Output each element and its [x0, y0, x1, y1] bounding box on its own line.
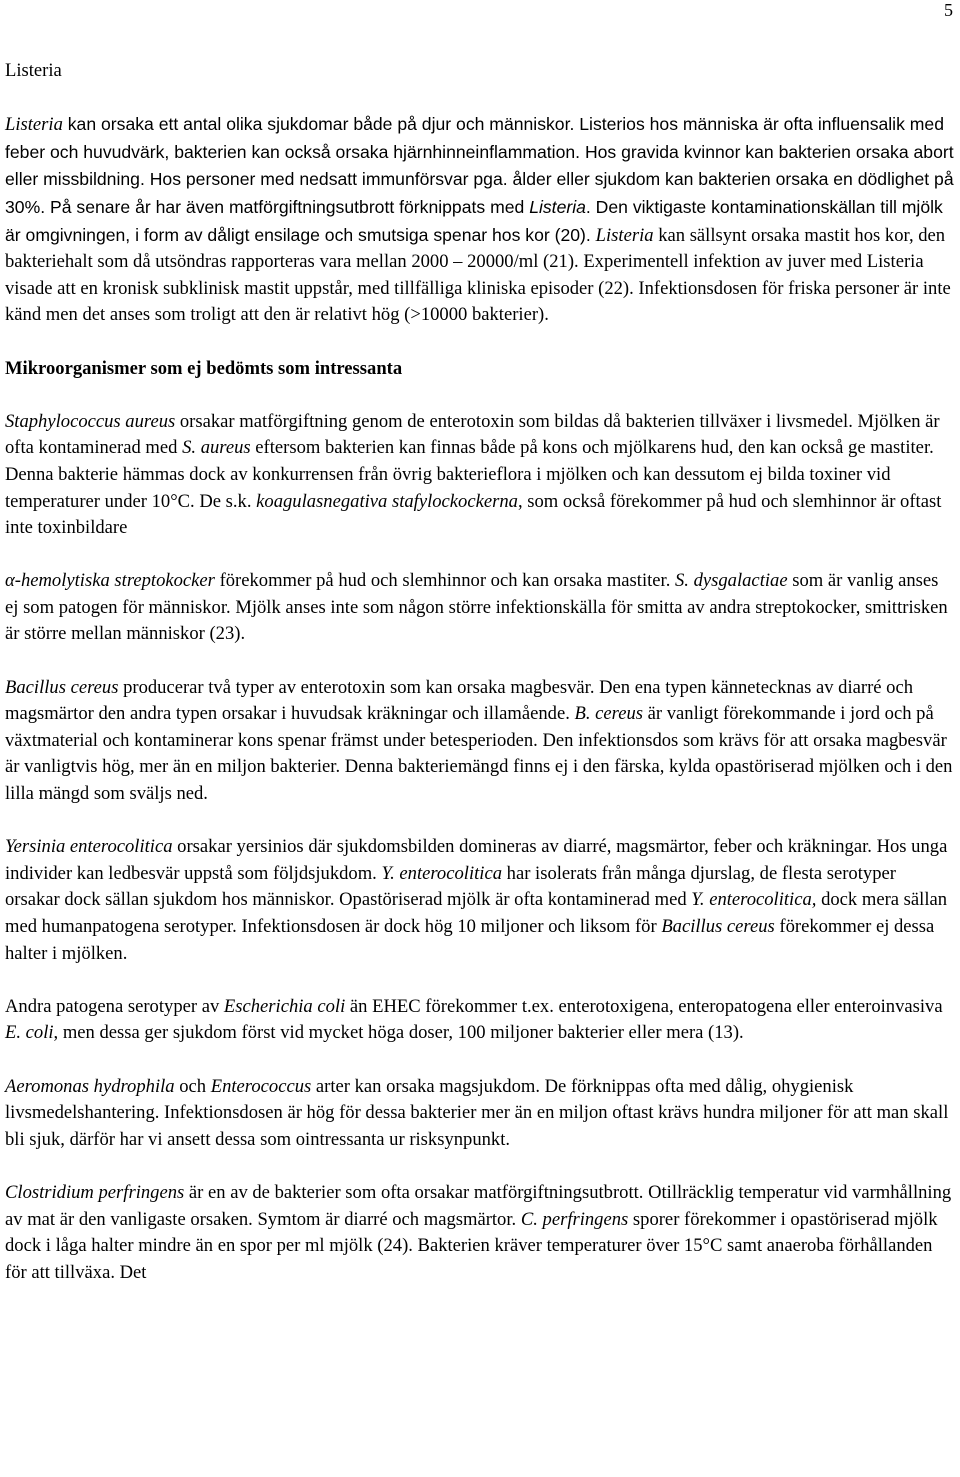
paragraph-text: orsakar matförgiftning genom de enterotoxin som bildas då bakterien tillväxer i livsmedel. Mjölken är ofta kontaminerad med [5, 410, 940, 459]
paragraph-text: förekommer ej dessa halter i mjölken. [5, 916, 935, 964]
paragraph-text: sporer förekommer i opastöriserad mjölk dock i låga halter mindre än en spor per ml mjölk (24). Bakterien kräver temperaturer över 15°C samt anaeroba förhållanden för att tillväxa. Det [5, 1208, 938, 1283]
species-name: C. perfringens [520, 1208, 629, 1230]
species-name: B. cereus [574, 703, 643, 725]
paragraph-text: producerar två typer av enterotoxin som kan orsaka magbesvär. Den ena typen kännetecknas av diarré och magsmärtor den andra typen orsakar i huvudsak kräkningar och illamående. [5, 676, 914, 725]
paragraph-text: kan sällsynt orsaka mastit hos kor, den bakteriehalt som då utsöndras rapporteras vara mellan 2000 – 20000/ml (21). Experimentell infektion av juver med Listeria visade att en kronisk subklinisk mastit uppstår, med tillfälliga kliniska episoder (22). Infektionsdosen för friska personer är inte känd men det anses som troligt att den är relativt hög (>10000 bakterier). [5, 224, 951, 326]
species-name: Bacillus cereus [661, 916, 775, 937]
paragraph-text: arter kan orsaka magsjukdom. De förknippas ofta med dålig, ohygienisk livsmedelshantering. Infektionsdosen är hög för dessa bakterier mer än en miljon oftast krävs hundra miljoner för att man skall bli sjuk, därför har vi ansett dessa som ointressanta ur risksynpunkt. [5, 1075, 949, 1150]
species-name: Enterococcus [210, 1075, 312, 1097]
species-name: E. coli [5, 1022, 54, 1044]
species-name: Staphylococcus aureus [5, 410, 176, 432]
paragraph-text: och [174, 1075, 211, 1097]
paragraph-text: som är vanlig anses ej som patogen för människor. Mjölk anses inte som någon större infektionskälla för smitta av andra streptokocker, smittrisken är större mellan människor (23). [5, 570, 948, 645]
paragraph-yersinia [5, 834, 955, 967]
paragraph-text: än EHEC förekommer t.ex. enterotoxigena, enteropatogena eller enteroinvasiva [345, 995, 943, 1017]
species-name: Escherichia coli [223, 995, 346, 1017]
species-name: Y. enterocolitica, [691, 889, 817, 911]
paragraph-text: , som också förekommer på hud och slemhinnor är oftast inte toxinbildare [5, 490, 942, 539]
species-name: Listeria [529, 196, 586, 217]
species-name: Aeromonas hydrophila [5, 1075, 175, 1097]
paragraph-text: förekommer på hud och slemhinnor och kan orsaka mastiter. [214, 570, 675, 592]
species-name: Listeria [5, 114, 63, 136]
paragraph-text: Andra patogena serotyper av [5, 995, 224, 1017]
species-name: koagulasnegativa stafylockockerna [256, 490, 518, 512]
paragraph-text: . Den viktigaste kontaminationskällan till mjölk är omgivningen, i form av dåligt ensilage och smutsiga spenar hos kor (20). [5, 196, 943, 245]
species-name: Y. enterocolitica [381, 862, 502, 884]
paragraph-staphylococcus [5, 409, 955, 542]
species-name: S. aureus [182, 437, 251, 459]
paragraph-text: kan orsaka ett antal olika sjukdomar både på djur och människor. Listerios hos människa är ofta influensalik med feber och huvudvärk, bakterien kan också orsaka hjärnhinneinflammation. Hos gravida kvinnor kan bakterien orsaka abort eller missbildning. Hos personer med nedsatt immunförsvar pga. ålder eller sjukdom kan bakterien orsaka en dödlighet på 30%. På senare år har även matförgiftningsutbrott förknippats med [5, 114, 954, 217]
paragraph-bacillus [5, 675, 955, 808]
species-name: Bacillus cereus [5, 676, 119, 698]
paragraph-text: är vanligt förekommande i jord och på växtmaterial och kontaminerar kons spenar främst under betesperioden. Den infektionsdos som krävs för att orsaka magbesvär är vanligtvis hög, mer än en miljon bakterier. Denna bakteriemängd finns ej i den färska, kylda opastöriserad mjölken och i den lilla mängd som sväljs ned. [5, 703, 953, 805]
paragraph-text: har isolerats från många djurslag, de flesta serotyper orsakar dock sällan sjukdom hos människor. Opastöriserad mjölk är ofta kontaminerad med [5, 862, 896, 911]
paragraph-ecoli [5, 994, 955, 1047]
species-name: α-hemolytiska streptokocker [5, 570, 215, 592]
paragraph-text: , men dessa ger sjukdom först vid mycket höga doser, 100 miljoner bakterier eller mera (13). [53, 1022, 744, 1044]
paragraph-streptococcus [5, 568, 955, 648]
species-name: Listeria [595, 224, 654, 246]
paragraph-aeromonas [5, 1074, 955, 1154]
paragraph-clostridium [5, 1180, 955, 1286]
paragraph-listeria [5, 111, 955, 329]
page-number: 5 [944, 0, 953, 20]
section-heading: Mikroorganismer som ej bedömts som intressanta [5, 357, 403, 379]
document-body [5, 58, 955, 1286]
paragraph-text: orsakar yersinios där sjukdomsbilden domineras av diarré, magsmärtor, feber och kräkningar. Hos unga individer kan ledbesvär uppstå som följdsjukdom. [5, 836, 948, 884]
paragraph-text: är en av de bakterier som ofta orsakar matförgiftningsutbrott. Otillräcklig temperatur vid varmhållning av mat är den vanligaste orsaken. Symtom är diarré och magsmärtor. [5, 1181, 952, 1230]
species-name: Yersinia enterocolitica [5, 836, 173, 858]
paragraph-text: dock mera sällan med humanpatogena serotyper. Infektionsdosen är dock hög 10 miljoner och liksom för [5, 889, 948, 937]
species-name: S. dysgalactiae [675, 570, 788, 592]
section-title: Listeria [5, 60, 62, 81]
species-name: Clostridium perfringens [5, 1181, 185, 1203]
paragraph-text: eftersom bakterien kan finnas både på kons och mjölkarens hud, den kan också ge mastiter. Denna bakterie hämmas dock av konkurrensen från övrig bakterieflora i mjölken och kan dessutom ej bilda toxiner vid temperaturer under 10°C. De s.k. [5, 437, 934, 512]
